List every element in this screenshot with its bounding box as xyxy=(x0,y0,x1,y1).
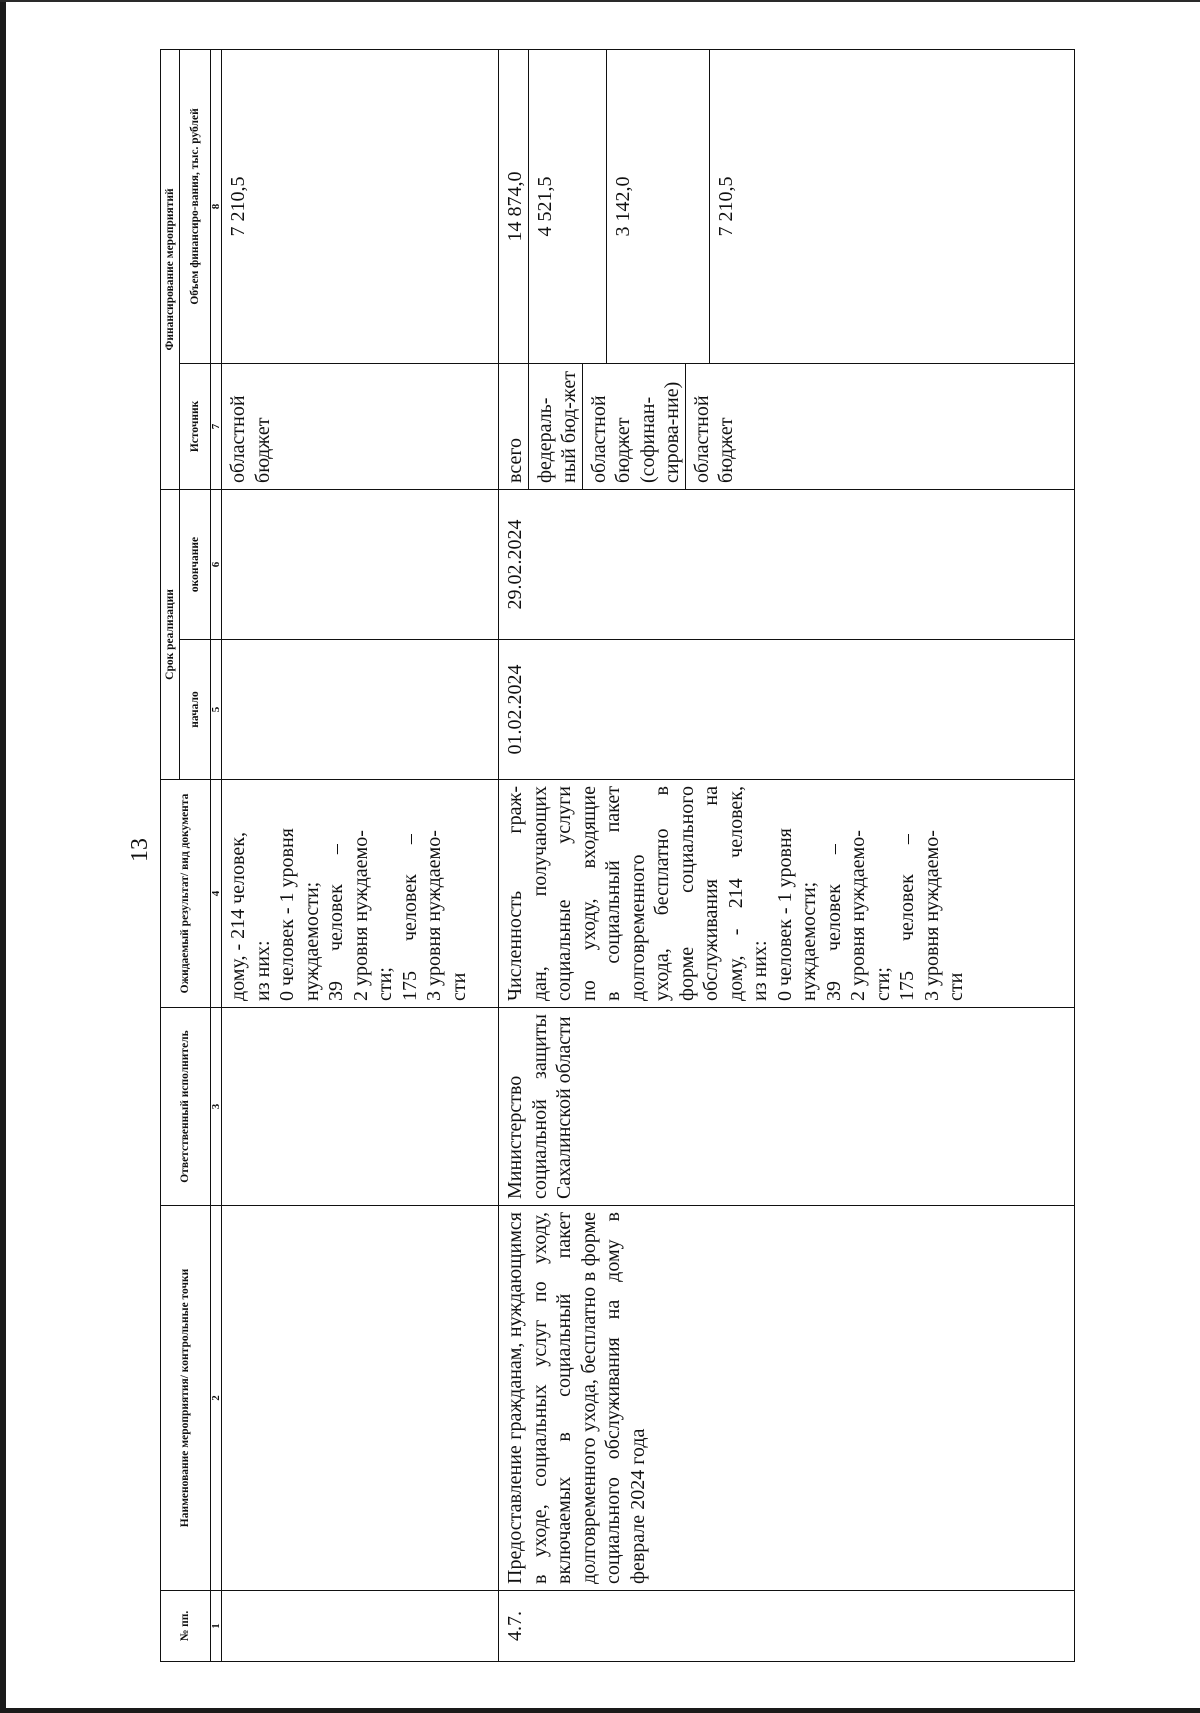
col-number-6: 6 xyxy=(211,489,222,639)
cont-executor-cell xyxy=(222,1008,499,1206)
cont-result-line: 0 человек - 1 уровня xyxy=(276,828,298,1001)
header-source: Источник xyxy=(180,363,211,489)
cont-start-cell xyxy=(222,640,499,780)
header-volume: Объем финансиро-вания, тыс. рублей xyxy=(180,49,211,363)
row-result-line: из них: xyxy=(749,940,771,1001)
header-start: начало xyxy=(180,640,211,780)
table-row-continuation xyxy=(222,49,499,1661)
row-result-line: в социальный пакет xyxy=(602,786,624,1001)
table-row-4-7 xyxy=(499,49,1075,1661)
row-executor-cell: Министерство социальной защиты Сахалинской области xyxy=(499,1008,1075,1206)
cont-result-line: из них: xyxy=(251,940,274,1001)
col-number-4: 4 xyxy=(211,780,222,1008)
column-number-row xyxy=(211,49,222,1661)
row-result-cell xyxy=(499,780,1075,1008)
row-volume-cell xyxy=(499,49,1075,363)
row-end-cell: 29.02.2024 xyxy=(499,489,1075,639)
row-result-line: форме социального xyxy=(675,786,698,1001)
row-result-line: сти xyxy=(945,972,967,1001)
financing-volume-total: 14 874,0 xyxy=(504,171,526,242)
row-source-cell xyxy=(499,363,1075,489)
cont-result-line: 2 уровня нуждаемо- xyxy=(349,830,372,1001)
page-number: 13 xyxy=(127,838,153,862)
cont-result-line: нуждаемости; xyxy=(300,881,323,1001)
header-result: Ожидаемый результат/ вид документа xyxy=(161,780,211,1008)
cont-name-cell xyxy=(222,1206,499,1591)
row-result-line: Численность граж- xyxy=(504,786,526,1001)
scan-edge-top xyxy=(0,0,1200,2)
financing-source-regional-cofinancing: областной бюджет (софинан-сирова-ние) xyxy=(582,364,685,489)
row-num-cell: 4.7. xyxy=(499,1591,1075,1662)
row-result-line: 175 человек – xyxy=(896,834,918,1001)
header-executor: Ответственный исполнитель xyxy=(161,1008,211,1206)
cont-result-line: сти xyxy=(447,972,470,1001)
col-number-1: 1 xyxy=(211,1591,222,1662)
financing-volume-regional-cofinancing: 3 142,0 xyxy=(606,50,709,363)
row-name-cell: Предоставление гражданам, нуждающимся в уходе, социальных услуг по уходу, включаемых в социальный пакет долговременного ухода, бесплатно в форме социального обслуживания на дому в феврале 2024 года xyxy=(499,1206,1075,1591)
header-term-group: Срок реализации xyxy=(161,489,180,779)
cont-source-cell: областной бюджет xyxy=(222,363,499,489)
financing-source-regional: областной бюджет xyxy=(685,364,739,489)
rotated-table-container xyxy=(160,50,1075,1662)
cont-result-line: 175 человек – xyxy=(398,834,421,1001)
col-number-7: 7 xyxy=(211,363,222,489)
financing-source-total: всего xyxy=(504,437,526,483)
cont-result-line: дому, - 214 человек, xyxy=(227,832,249,1001)
col-number-3: 3 xyxy=(211,1008,222,1206)
cont-volume-cell: 7 210,5 xyxy=(222,49,499,363)
row-result-line: сти; xyxy=(871,967,894,1001)
cont-num-cell xyxy=(222,1591,499,1662)
col-number-8: 8 xyxy=(211,49,222,363)
financing-source-federal: федераль-ный бюд-жет xyxy=(528,364,582,489)
header-name: Наименование мероприятия/ контрольные точки xyxy=(161,1206,211,1591)
row-result-line: 39 человек – xyxy=(822,844,845,1001)
col-number-5: 5 xyxy=(211,640,222,780)
row-result-line: ухода, бесплатно в xyxy=(651,786,673,1001)
row-result-line: долговременного xyxy=(626,854,649,1001)
activities-table xyxy=(160,49,1075,1662)
header-end: окончание xyxy=(180,489,211,639)
row-result-line: дому, - 214 человек, xyxy=(724,786,747,1001)
row-result-line: 2 уровня нуждаемо- xyxy=(847,830,869,1001)
row-result-line: по уходу, входящие xyxy=(577,786,600,1001)
row-result-line: 0 человек - 1 уровня xyxy=(773,828,796,1001)
row-result-line: социальные услуги xyxy=(553,786,575,1001)
header-num: № пп. xyxy=(161,1591,211,1662)
row-result-line: нуждаемости; xyxy=(798,881,820,1001)
financing-volume-regional: 7 210,5 xyxy=(709,50,739,363)
scan-edge-left xyxy=(0,0,6,1713)
cont-result-cell xyxy=(222,780,499,1008)
col-number-2: 2 xyxy=(211,1206,222,1591)
row-start-cell: 01.02.2024 xyxy=(499,640,1075,780)
row-result-line: обслуживания на xyxy=(700,786,722,1001)
row-result-line: 3 уровня нуждаемо- xyxy=(920,830,943,1001)
row-result-line: дан, получающих xyxy=(528,786,551,1001)
cont-result-line: 3 уровня нуждаемо- xyxy=(423,830,445,1001)
cont-result-line: сти; xyxy=(374,967,396,1001)
scan-edge-bottom xyxy=(0,1708,1200,1713)
financing-volume-federal: 4 521,5 xyxy=(528,50,607,363)
header-row-1 xyxy=(161,49,180,1661)
cont-end-cell xyxy=(222,489,499,639)
header-financing-group: Финансирование мероприятий xyxy=(161,49,180,489)
cont-result-line: 39 человек – xyxy=(325,844,347,1001)
